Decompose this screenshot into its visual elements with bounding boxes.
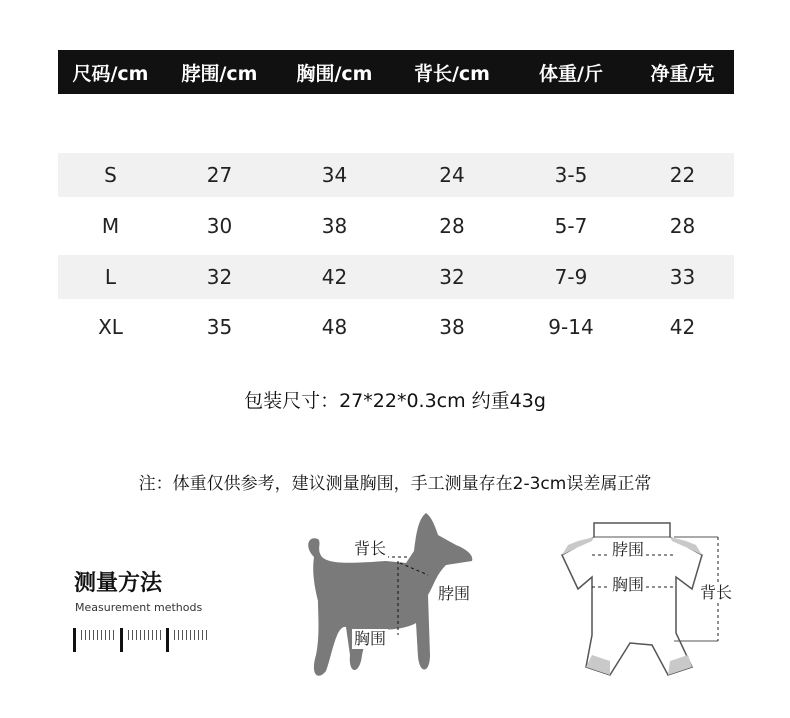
table-row [58, 153, 734, 197]
cell-size: S [104, 163, 117, 187]
cell-weight: 5-7 [554, 214, 588, 238]
cell-back: 32 [439, 265, 465, 289]
package-size-text: 包装尺寸：27*22*0.3cm 约重43g [244, 390, 546, 412]
header-neck: 脖围/cm [181, 62, 258, 85]
cell-back: 28 [439, 214, 465, 238]
header-chest: 胸围/cm [296, 62, 373, 85]
cell-net-weight: 22 [669, 163, 696, 187]
table-row [58, 204, 734, 248]
table-row [58, 255, 734, 299]
method-title: 测量方法 [74, 571, 163, 596]
shirt-label-chest: 胸围 [612, 575, 645, 594]
table-row [58, 305, 734, 349]
header-size: 尺码/cm [72, 62, 149, 85]
method-subtitle: Measurement methods [75, 601, 203, 614]
shirt-label-back: 背长 [700, 583, 733, 602]
cell-size: M [101, 214, 120, 238]
cell-net-weight: 28 [669, 214, 696, 238]
ruler-icon [73, 624, 213, 654]
cell-neck: 35 [206, 315, 233, 339]
dog-label-chest: 胸围 [354, 629, 387, 648]
cell-weight: 3-5 [554, 163, 588, 187]
header-weight: 体重/斤 [539, 62, 603, 85]
cell-neck: 30 [206, 214, 233, 238]
dog-label-back: 背长 [354, 539, 387, 558]
cell-chest: 48 [321, 315, 348, 339]
cell-chest: 38 [321, 214, 348, 238]
dog-label-neck: 脖围 [438, 584, 471, 603]
measurement-note: 注：体重仅供参考，建议测量胸围，手工测量存在2-3cm误差属正常 [138, 474, 652, 494]
cell-back: 24 [439, 163, 465, 187]
cell-chest: 34 [321, 163, 348, 187]
cell-back: 38 [439, 315, 465, 339]
cell-neck: 32 [206, 265, 233, 289]
cell-chest: 42 [321, 265, 348, 289]
cell-neck: 27 [206, 163, 233, 187]
cell-weight: 7-9 [554, 265, 588, 289]
cell-net-weight: 42 [669, 315, 696, 339]
header-back: 背长/cm [413, 62, 490, 85]
cell-net-weight: 33 [669, 265, 696, 289]
shirt-label-neck: 脖围 [612, 540, 645, 559]
cell-weight: 9-14 [548, 315, 594, 339]
table-header [58, 50, 734, 94]
cell-size: XL [98, 315, 123, 339]
cell-size: L [104, 265, 117, 289]
header-net-weight: 净重/克 [650, 62, 715, 85]
